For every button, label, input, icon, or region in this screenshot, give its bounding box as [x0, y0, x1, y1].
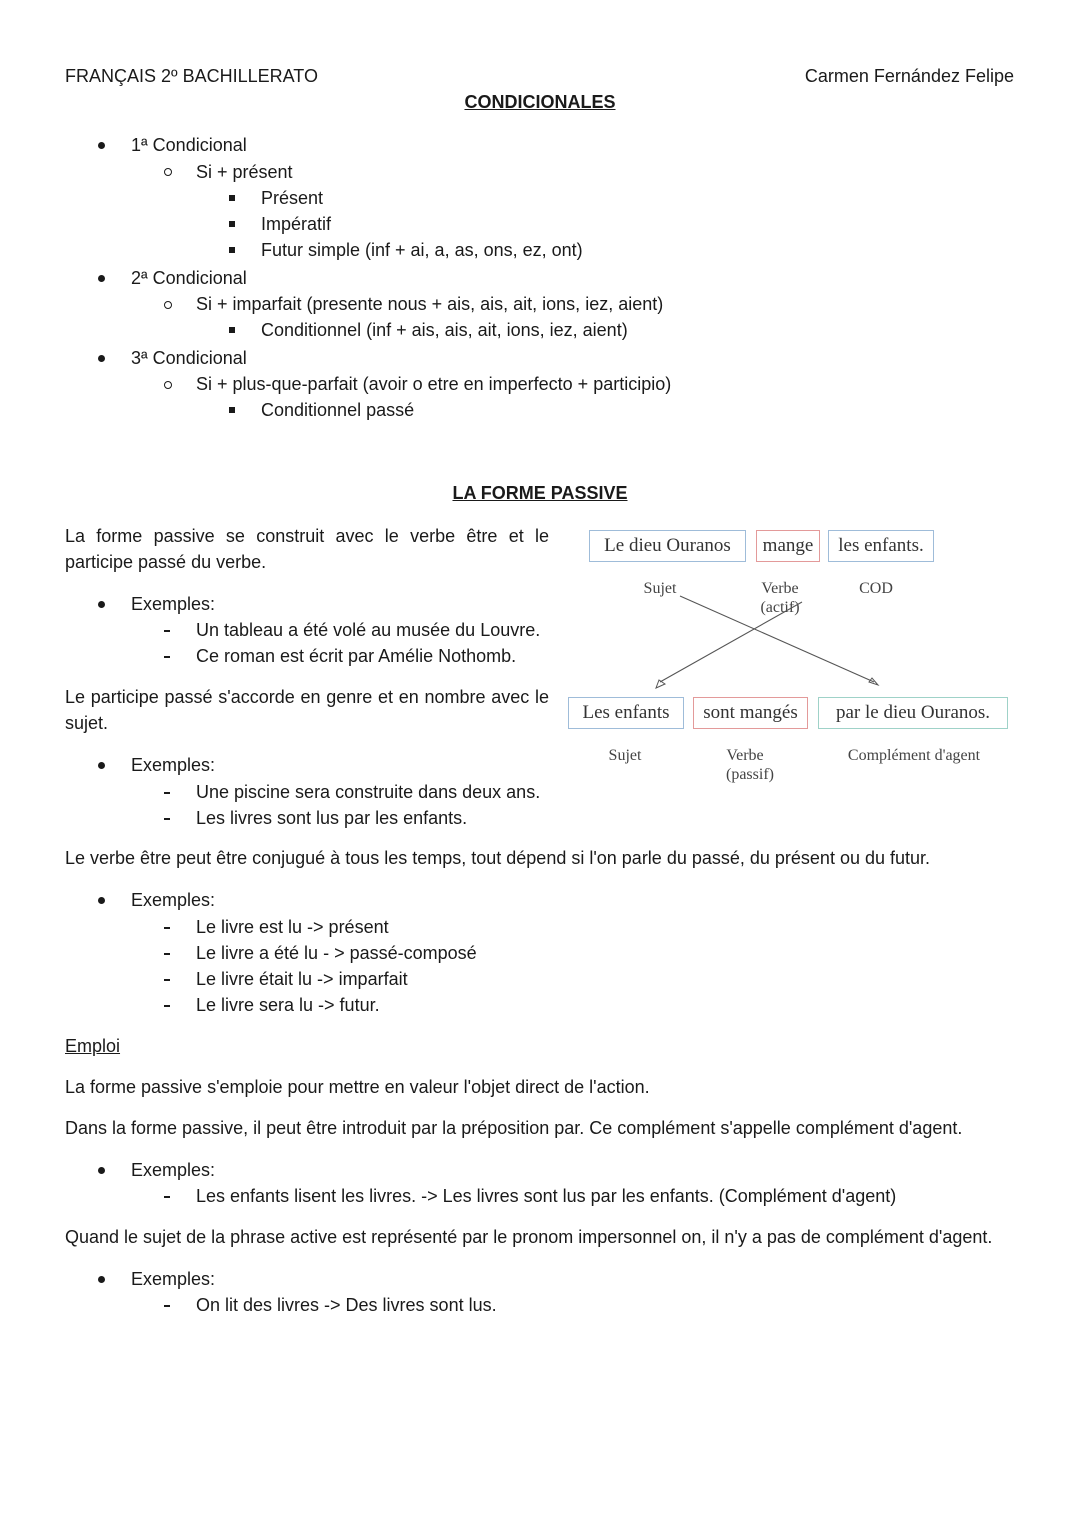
examples-label-3: Exemples:	[131, 890, 216, 910]
dash	[164, 953, 170, 955]
circle-bullet	[164, 168, 172, 176]
square-bullet	[229, 221, 235, 227]
bullet	[98, 142, 105, 149]
square-bullet	[229, 195, 235, 201]
active-label-cod: COD	[859, 580, 893, 597]
cond-3-a: Conditionnel passé	[261, 400, 415, 420]
dash	[164, 818, 170, 820]
cond-2-si: Si + imparfait (presente nous + ais, ais, ait, ions, iez, aient)	[196, 294, 664, 314]
example-1-2: Ce roman est écrit par Amélie Nothomb.	[196, 646, 517, 666]
header-right: Carmen Fernández Felipe	[804, 66, 1014, 86]
example-2-2: Les livres sont lus par les enfants.	[196, 808, 468, 828]
passive-intro: La forme passive se construit avec le verbe être et le participe passé du verbe.	[65, 526, 549, 572]
cond-3: 3ª Condicional	[131, 348, 247, 368]
examples-label-1: Exemples:	[131, 594, 216, 614]
bullet	[98, 762, 105, 769]
active-label-actif: (actif)	[760, 599, 800, 616]
temps-paragraph: Le verbe être peut être conjugué à tous les temps, tout dépend si l'on parle du passé, du présent ou du futur.	[65, 848, 931, 868]
square-bullet	[229, 327, 235, 333]
example-4-1: Les enfants lisent les livres. -> Les livres sont lus par les enfants. (Complément d'agent)	[196, 1186, 897, 1206]
dash	[164, 927, 170, 929]
passive-subject-box: Les enfants	[568, 697, 684, 729]
crossing-arrows	[640, 590, 900, 700]
example-3-1: Le livre est lu -> présent	[196, 917, 389, 937]
emploi-paragraph-1: La forme passive s'emploie pour mettre en valeur l'objet direct de l'action.	[65, 1077, 650, 1097]
circle-bullet	[164, 381, 172, 389]
on-paragraph: Quand le sujet de la phrase active est représenté par le pronom impersonnel on, il n'y a pas de complément d'agent.	[65, 1227, 993, 1247]
examples-label-2: Exemples:	[131, 755, 216, 775]
examples-label-4: Exemples:	[131, 1160, 216, 1180]
header-left: FRANÇAIS 2º BACHILLERATO	[65, 66, 318, 86]
arrow-cod-to-subject	[660, 602, 802, 682]
cond-1-b: Impératif	[261, 214, 332, 234]
passive-title: LA FORME PASSIVE	[452, 483, 628, 503]
bullet	[98, 897, 105, 904]
passive-label-sujet: Sujet	[608, 747, 642, 764]
example-2-1: Une piscine sera construite dans deux ans.	[196, 782, 541, 802]
cond-1-c: Futur simple (inf + ai, a, as, ons, ez, ont)	[261, 240, 583, 260]
cond-2: 2ª Condicional	[131, 268, 247, 288]
arrow-subject-to-agent	[680, 596, 874, 682]
active-cod-box: les enfants.	[828, 530, 934, 562]
example-3-2: Le livre a été lu - > passé-composé	[196, 943, 477, 963]
conditionnels-title: CONDICIONALES	[464, 92, 616, 112]
example-5-1: On lit des livres -> Des livres sont lus.	[196, 1295, 497, 1315]
dash	[164, 1305, 170, 1307]
dash	[164, 1005, 170, 1007]
active-subject-box: Le dieu Ouranos	[589, 530, 746, 562]
passive-agent-box: par le dieu Ouranos.	[818, 697, 1008, 729]
dash	[164, 1196, 170, 1198]
bullet	[98, 1276, 105, 1283]
cond-1: 1ª Condicional	[131, 135, 247, 155]
example-1-1: Un tableau a été volé au musée du Louvre.	[196, 620, 541, 640]
cond-2-a: Conditionnel (inf + ais, ais, ait, ions, iez, aient)	[261, 320, 628, 340]
passive-verb-box: sont mangés	[693, 697, 808, 729]
passive-label-agent: Complément d'agent	[847, 747, 981, 764]
accord-paragraph: Le participe passé s'accorde en genre et en nombre avec le sujet.	[65, 687, 549, 733]
emploi-title: Emploi	[65, 1036, 121, 1056]
dash	[164, 792, 170, 794]
square-bullet	[229, 247, 235, 253]
examples-label-5: Exemples:	[131, 1269, 216, 1289]
passive-label-passif: (passif)	[726, 766, 774, 783]
dash	[164, 630, 170, 632]
dash	[164, 979, 170, 981]
cond-3-si: Si + plus-que-parfait (avoir o etre en imperfecto + participio)	[196, 374, 672, 394]
dash	[164, 656, 170, 658]
example-3-3: Le livre était lu -> imparfait	[196, 969, 408, 989]
active-label-verbe: Verbe	[761, 580, 799, 597]
active-label-sujet: Sujet	[643, 580, 677, 597]
cond-1-a: Présent	[261, 188, 324, 208]
emploi-paragraph-2: Dans la forme passive, il peut être introduit par la préposition par. Ce complément s'appelle complément d'agent.	[65, 1118, 963, 1138]
bullet	[98, 601, 105, 608]
circle-bullet	[164, 301, 172, 309]
bullet	[98, 355, 105, 362]
example-3-4: Le livre sera lu -> futur.	[196, 995, 380, 1015]
square-bullet	[229, 407, 235, 413]
bullet	[98, 275, 105, 282]
passive-label-verbe: Verbe	[726, 747, 764, 764]
bullet	[98, 1167, 105, 1174]
arrowhead	[656, 680, 665, 688]
active-verb-box: mange	[756, 530, 820, 562]
cond-1-si: Si + présent	[196, 162, 293, 182]
